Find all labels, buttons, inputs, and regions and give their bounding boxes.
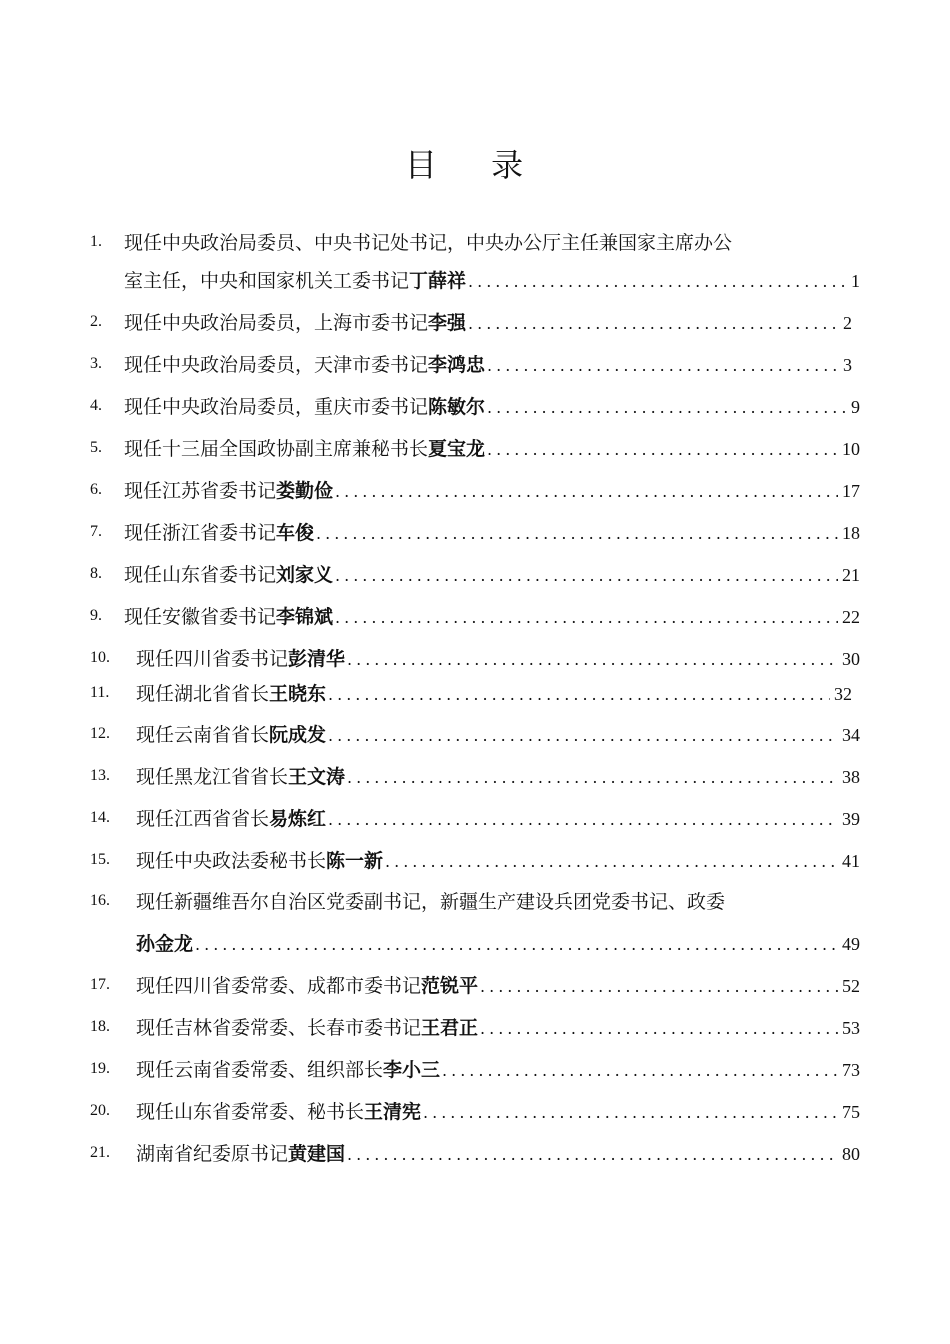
toc-entry-person-name: 王文涛 xyxy=(288,766,346,788)
toc-entry-person-name: 车俊 xyxy=(276,522,315,544)
toc-entry-number: 14. xyxy=(90,809,110,826)
toc-entry-number: 1. xyxy=(90,233,102,250)
toc-entry-number: 15. xyxy=(90,851,110,868)
toc-dot-leader xyxy=(195,932,838,958)
toc-entry-title: 现任江西省省长 xyxy=(136,808,270,830)
toc-entry-page-number: 18 xyxy=(842,523,860,543)
toc-entry[interactable] xyxy=(136,931,860,958)
toc-entry-page-number: 53 xyxy=(842,1018,860,1038)
toc-entry-number: 17. xyxy=(90,976,110,993)
toc-entry-number: 16. xyxy=(90,892,110,909)
toc-entry-page-number: 2 xyxy=(843,313,852,333)
toc-entry[interactable] xyxy=(124,436,860,463)
toc-entry-title: 现任山东省委常委、秘书长 xyxy=(136,1101,365,1123)
toc-dot-leader xyxy=(480,974,838,1000)
toc-entry-number: 4. xyxy=(90,397,102,414)
toc-entry[interactable] xyxy=(124,478,860,505)
toc-entry[interactable] xyxy=(124,562,860,589)
toc-entry-page-number: 32 xyxy=(834,684,852,704)
toc-entry[interactable] xyxy=(136,1015,860,1042)
toc-entry-person-name: 王君正 xyxy=(421,1017,479,1039)
toc-entry-page-number: 39 xyxy=(842,809,860,829)
toc-entry-title: 现任中央政法委秘书长 xyxy=(136,850,327,872)
toc-entry-title: 现任中央政治局委员，天津市委书记 xyxy=(124,354,429,376)
toc-dot-leader xyxy=(328,723,838,749)
toc-entry[interactable] xyxy=(136,1057,860,1084)
toc-entry-number: 6. xyxy=(90,481,102,498)
toc-entry-title: 现任浙江省委书记 xyxy=(124,522,277,544)
toc-dot-leader xyxy=(347,1142,838,1168)
toc-dot-leader xyxy=(316,521,838,547)
toc-entry-person-name: 陈敏尔 xyxy=(428,396,486,418)
toc-entry-number: 8. xyxy=(90,565,102,582)
toc-dot-leader xyxy=(347,765,838,791)
toc-entry-page-number: 52 xyxy=(842,976,860,996)
toc-dot-leader xyxy=(442,1058,838,1084)
toc-entry-page-number: 21 xyxy=(842,565,860,585)
toc-entry-person-name: 范锐平 xyxy=(421,975,479,997)
toc-entry-person-name: 易炼红 xyxy=(269,808,327,830)
toc-entry-person-name: 李小三 xyxy=(383,1059,441,1081)
toc-entry-first-line: 现任中央政治局委员、中央书记处书记，中央办公厅主任兼国家主席办公 xyxy=(124,232,733,254)
toc-entry-person-name: 陈一新 xyxy=(326,850,384,872)
toc-entry-person-name: 孙金龙 xyxy=(136,933,194,955)
toc-entry-title: 室主任，中央和国家机关工委书记 xyxy=(124,270,410,292)
toc-entry-page-number: 34 xyxy=(842,725,860,745)
toc-dot-leader xyxy=(335,605,838,631)
toc-dot-leader xyxy=(347,647,838,673)
toc-entry-person-name: 王清宪 xyxy=(364,1101,422,1123)
toc-title: 目 录 xyxy=(404,146,546,184)
toc-entry-number: 12. xyxy=(90,725,110,742)
toc-entry-number: 21. xyxy=(90,1144,110,1161)
toc-entry[interactable] xyxy=(136,764,860,791)
toc-entry-title: 现任中央政治局委员，重庆市委书记 xyxy=(124,396,429,418)
toc-entry-title: 现任十三届全国政协副主席兼秘书长 xyxy=(124,438,429,460)
toc-entry[interactable] xyxy=(136,973,860,1000)
toc-dot-leader xyxy=(328,682,830,708)
toc-dot-leader xyxy=(480,1016,838,1042)
toc-entry-title: 现任湖北省省长 xyxy=(136,683,270,705)
toc-entry-page-number: 10 xyxy=(842,439,860,459)
toc-dot-leader xyxy=(335,563,838,589)
toc-entry-person-name: 夏宝龙 xyxy=(428,438,486,460)
toc-entry[interactable] xyxy=(124,268,860,295)
toc-entry-title: 现任安徽省委书记 xyxy=(124,606,277,628)
toc-entry-title: 现任吉林省委常委、长春市委书记 xyxy=(136,1017,422,1039)
toc-dot-leader xyxy=(423,1100,838,1126)
toc-entry-page-number: 80 xyxy=(842,1144,860,1164)
toc-dot-leader xyxy=(328,807,838,833)
toc-entry-person-name: 李鸿忠 xyxy=(428,354,486,376)
toc-entry[interactable] xyxy=(136,1141,860,1168)
toc-entry[interactable] xyxy=(136,646,860,673)
toc-dot-leader xyxy=(335,479,838,505)
toc-entry[interactable] xyxy=(124,310,852,337)
toc-entry-number: 10. xyxy=(90,649,110,666)
toc-entry-title: 现任黑龙江省省长 xyxy=(136,766,289,788)
toc-dot-leader xyxy=(487,437,838,463)
toc-entry[interactable] xyxy=(124,604,860,631)
toc-entry-person-name: 刘家义 xyxy=(276,564,334,586)
toc-entry[interactable] xyxy=(124,394,860,421)
toc-entry-person-name: 李强 xyxy=(428,312,467,334)
toc-entry-page-number: 49 xyxy=(842,934,860,954)
toc-entry-page-number: 75 xyxy=(842,1102,860,1122)
toc-entry-page-number: 41 xyxy=(842,851,860,871)
toc-entry-page-number: 1 xyxy=(851,271,860,291)
toc-entry-person-name: 彭清华 xyxy=(288,648,346,670)
toc-entry-page-number: 3 xyxy=(843,355,852,375)
toc-entry-title: 现任四川省委常委、成都市委书记 xyxy=(136,975,422,997)
toc-entry-number: 18. xyxy=(90,1018,110,1035)
toc-entry-title: 现任云南省委常委、组织部长 xyxy=(136,1059,384,1081)
toc-entry-first-line: 现任新疆维吾尔自治区党委副书记，新疆生产建设兵团党委书记、政委 xyxy=(136,891,726,913)
toc-entry-number: 2. xyxy=(90,313,102,330)
toc-entry[interactable] xyxy=(136,848,860,875)
toc-entry-title: 现任云南省省长 xyxy=(136,724,270,746)
toc-dot-leader xyxy=(385,849,838,875)
toc-entry-page-number: 30 xyxy=(842,649,860,669)
toc-entry-number: 11. xyxy=(90,684,110,701)
toc-entry-number: 5. xyxy=(90,439,102,456)
toc-entry-title: 湖南省纪委原书记 xyxy=(136,1143,289,1165)
toc-entry-person-name: 阮成发 xyxy=(269,724,327,746)
toc-entry-number: 20. xyxy=(90,1102,110,1119)
toc-entry-number: 3. xyxy=(90,355,102,372)
toc-entry-number: 13. xyxy=(90,767,110,784)
toc-entry-title: 现任中央政治局委员，上海市委书记 xyxy=(124,312,429,334)
toc-entry-number: 7. xyxy=(90,523,102,540)
toc-dot-leader xyxy=(487,395,847,421)
toc-entry-page-number: 73 xyxy=(842,1060,860,1080)
toc-entry-number: 19. xyxy=(90,1060,110,1077)
toc-entry-person-name: 王晓东 xyxy=(269,683,327,705)
toc-entry-title: 现任山东省委书记 xyxy=(124,564,277,586)
toc-entry[interactable] xyxy=(136,681,852,708)
toc-entry-page-number: 22 xyxy=(842,607,860,627)
toc-entry-page-number: 9 xyxy=(851,397,860,417)
toc-entry[interactable] xyxy=(136,1099,860,1126)
toc-entry[interactable] xyxy=(124,352,852,379)
toc-entry-title: 现任四川省委书记 xyxy=(136,648,289,670)
toc-entry-page-number: 17 xyxy=(842,481,860,501)
toc-entry[interactable] xyxy=(136,806,860,833)
toc-entry-title: 现任江苏省委书记 xyxy=(124,480,277,502)
toc-entry[interactable] xyxy=(136,722,860,749)
toc-entry-number: 9. xyxy=(90,607,102,624)
toc-dot-leader xyxy=(487,353,839,379)
toc-entry[interactable] xyxy=(124,520,860,547)
toc-entry-person-name: 黄建国 xyxy=(288,1143,346,1165)
toc-dot-leader xyxy=(468,311,839,337)
toc-entry-person-name: 丁薛祥 xyxy=(409,270,467,292)
toc-entry-person-name: 李锦斌 xyxy=(276,606,334,628)
toc-entry-person-name: 娄勤俭 xyxy=(276,480,334,502)
toc-dot-leader xyxy=(468,269,847,295)
toc-entry-page-number: 38 xyxy=(842,767,860,787)
